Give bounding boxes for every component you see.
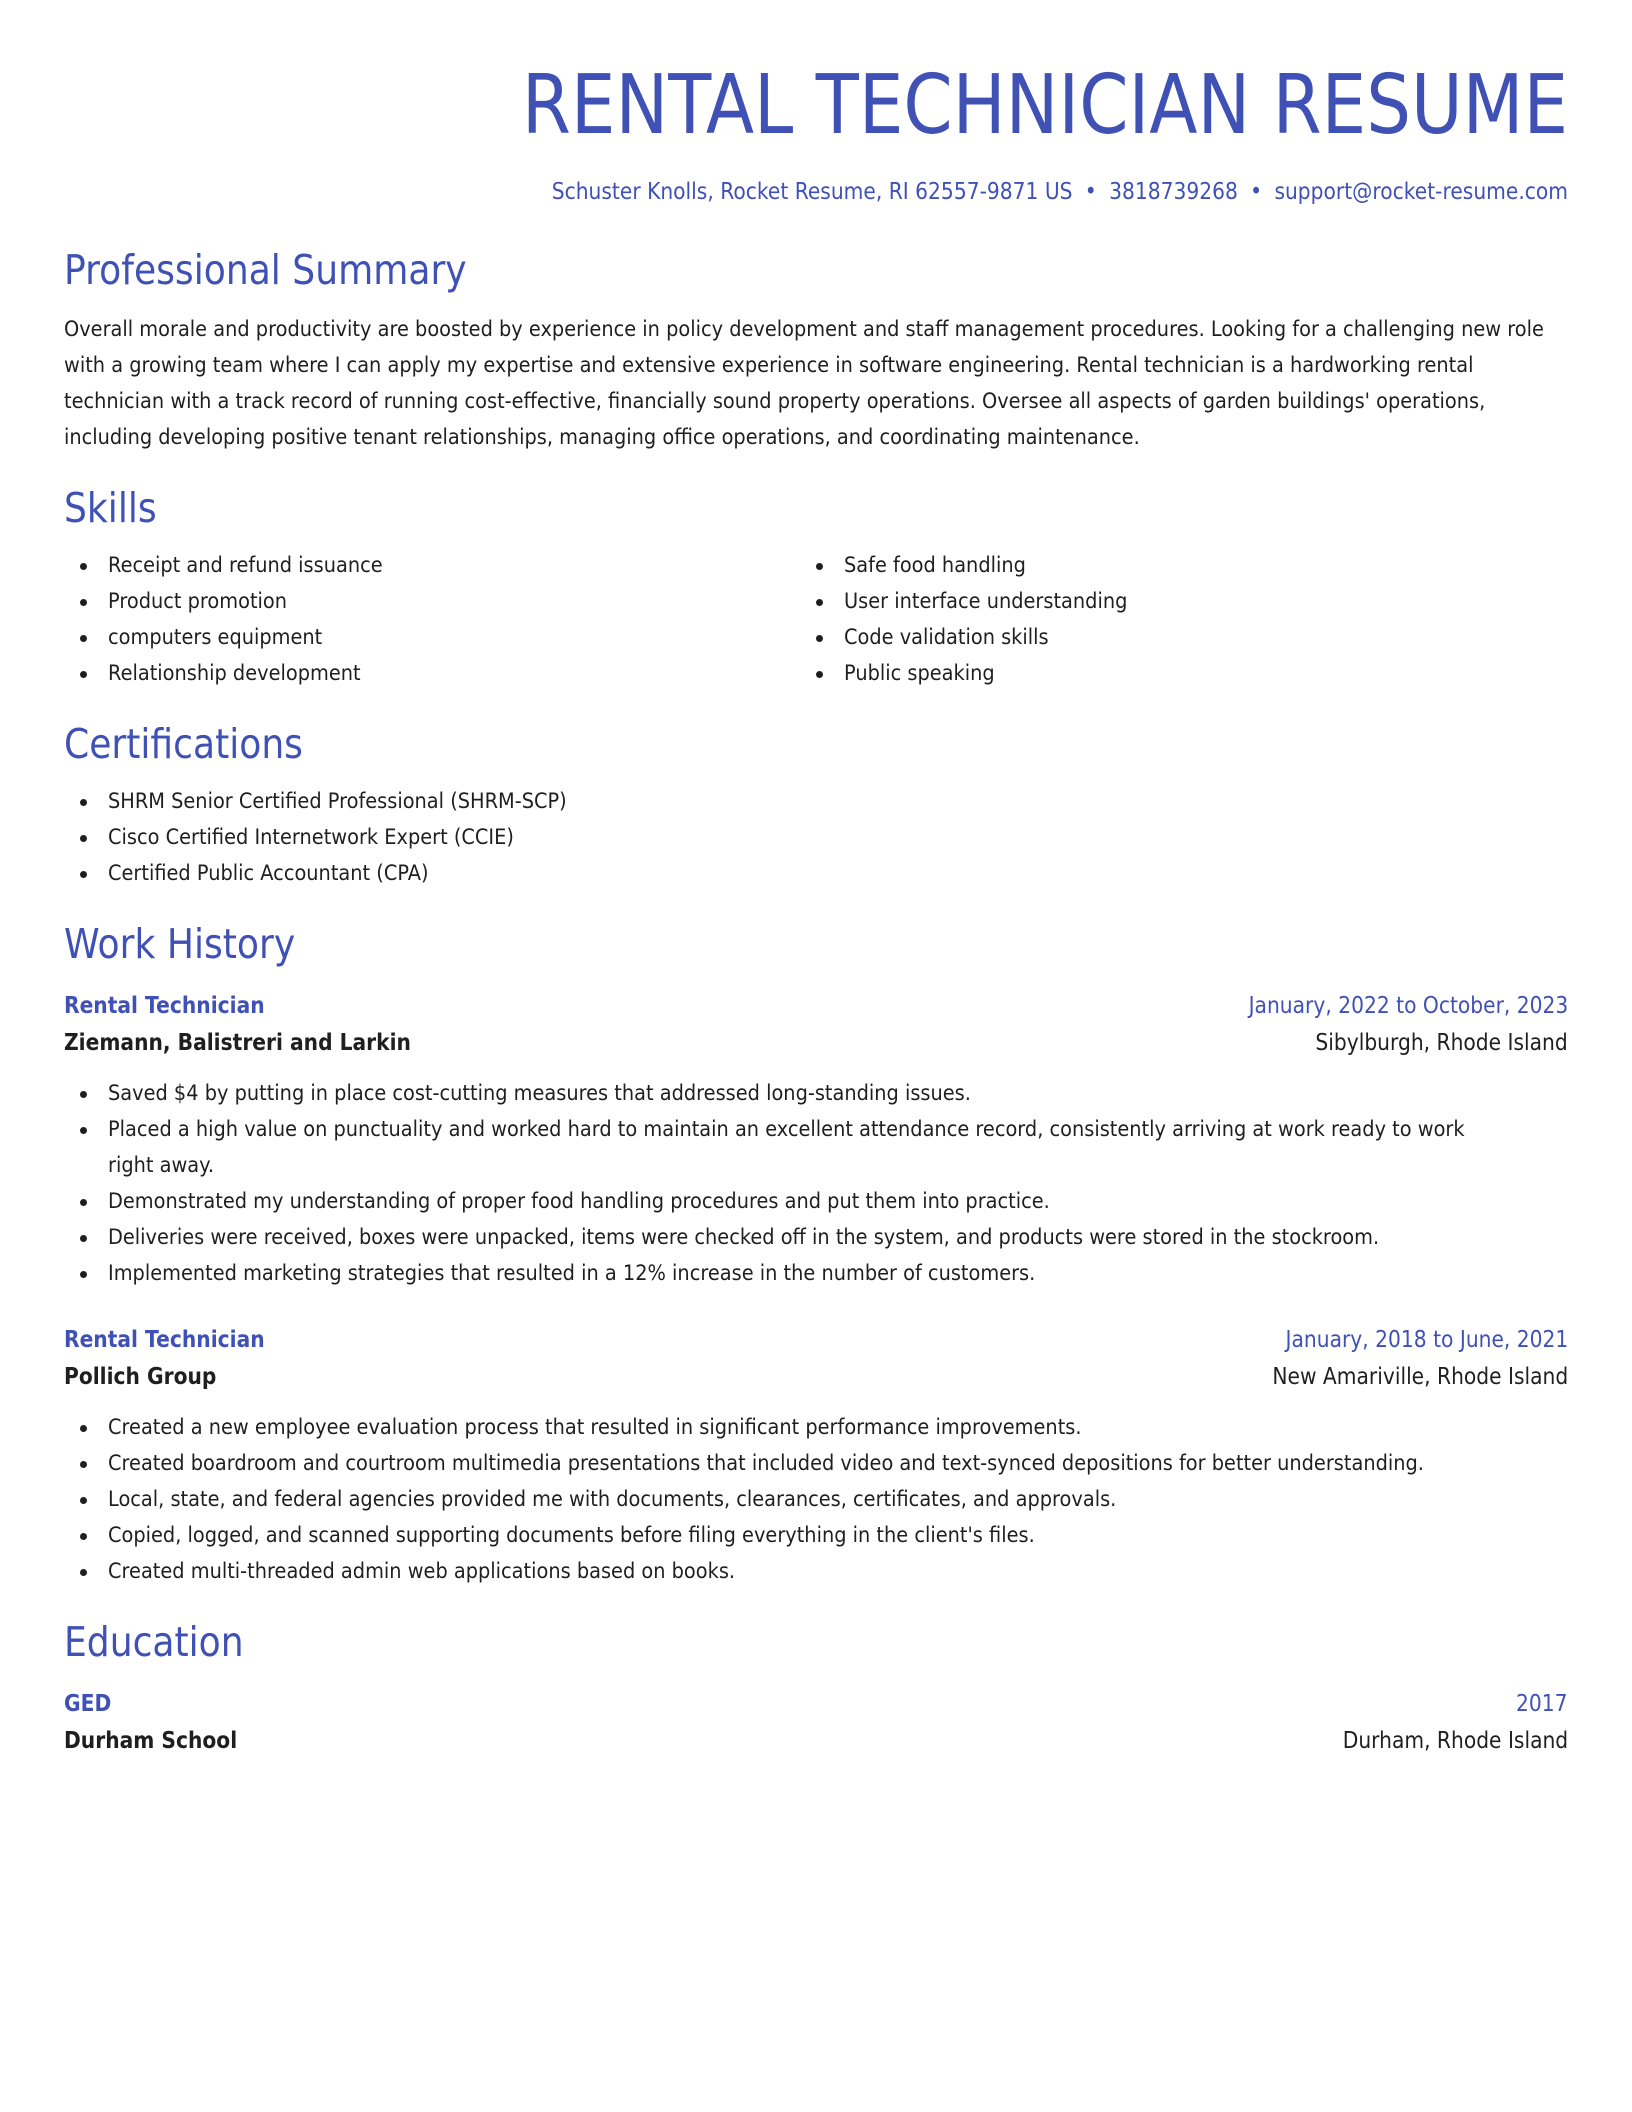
skills-list-left [64, 548, 800, 692]
job-bullet: Implemented marketing strategies that resulted in a 12% increase in the number of customers. [64, 1256, 1568, 1292]
job-bullets [64, 1410, 1568, 1590]
skills-grid [64, 534, 1568, 692]
job-bullet: Created a new employee evaluation process that resulted in significant performance improvements. [64, 1410, 1568, 1446]
job-bullet: Placed a high value on punctuality and worked hard to maintain an excellent attendance record, consistently arriving at work ready to work right away. [64, 1112, 1568, 1184]
summary-heading: Professional Summary [64, 246, 467, 294]
contact-address: Schuster Knolls, Rocket Resume, RI 62557-9871 US [551, 179, 1073, 205]
education-section [64, 1616, 1568, 1760]
job-title: Rental Technician [64, 1327, 265, 1353]
job-bullet: Demonstrated my understanding of proper food handling procedures and put them into practice. [64, 1184, 1568, 1220]
contact-email: support@rocket-resume.com [1274, 179, 1568, 205]
education-year: 2017 [1516, 1691, 1568, 1717]
skill-item: computers equipment [64, 620, 800, 656]
job-entry [64, 988, 1568, 1292]
certification-item: Certified Public Accountant (CPA) [64, 856, 1568, 892]
resume-title: RENTAL TECHNICIAN RESUME [521, 58, 1568, 153]
skill-item: Safe food handling [800, 548, 1536, 584]
skills-list-right [800, 548, 1536, 692]
contact-separator: • [1250, 179, 1263, 205]
certifications-list [64, 784, 1568, 892]
certification-item: SHRM Senior Certified Professional (SHRM-SCP) [64, 784, 1568, 820]
job-bullet: Deliveries were received, boxes were unpacked, items were checked off in the system, and products were stored in the stockroom. [64, 1220, 1568, 1256]
job-bullets [64, 1076, 1568, 1292]
resume-header [64, 0, 1568, 208]
skill-item: Public speaking [800, 656, 1536, 692]
work-history-heading: Work History [64, 920, 296, 968]
work-history-section [64, 918, 1568, 1590]
education-degree: GED [64, 1691, 112, 1717]
summary-section [64, 244, 1568, 456]
education-entry [64, 1686, 1568, 1760]
certifications-heading: Certifications [64, 720, 303, 768]
skill-item: Code validation skills [800, 620, 1536, 656]
summary-text: Overall morale and productivity are boosted by experience in policy development and staff management procedures. Looking for a challenging new role with a growing team where I can apply my expertise and extensive experience in software engineering. Rental technician is a hardworking rental technician with a track record of running cost-effective, financially sound property operations. Oversee all aspects of garden buildings' operations, including developing positive tenant relationships, managing office operations, and coordinating maintenance. [64, 317, 1544, 450]
contact-separator: • [1084, 179, 1097, 205]
job-title: Rental Technician [64, 993, 265, 1019]
education-heading: Education [64, 1618, 244, 1666]
job-company: Pollich Group [64, 1364, 217, 1390]
job-company: Ziemann, Balistreri and Larkin [64, 1030, 411, 1056]
education-school: Durham School [64, 1728, 238, 1754]
contact-phone: 3818739268 [1109, 179, 1238, 205]
job-entry [64, 1322, 1568, 1590]
job-location: New Amariville, Rhode Island [1272, 1364, 1568, 1390]
job-bullet: Saved $4 by putting in place cost-cutting measures that addressed long-standing issues. [64, 1076, 1568, 1112]
certification-item: Cisco Certified Internetwork Expert (CCIE) [64, 820, 1568, 856]
job-dates: January, 2022 to October, 2023 [1248, 993, 1568, 1019]
contact-line [244, 176, 1568, 208]
job-bullet: Local, state, and federal agencies provided me with documents, clearances, certificates, and approvals. [64, 1482, 1568, 1518]
skills-section [64, 482, 1568, 692]
skill-item: Receipt and refund issuance [64, 548, 800, 584]
job-bullet: Created boardroom and courtroom multimedia presentations that included video and text-synced depositions for better understanding. [64, 1446, 1568, 1482]
job-dates: January, 2018 to June, 2021 [1285, 1327, 1568, 1353]
skill-item: User interface understanding [800, 584, 1536, 620]
skill-item: Relationship development [64, 656, 800, 692]
education-location: Durham, Rhode Island [1342, 1728, 1568, 1754]
skill-item: Product promotion [64, 584, 800, 620]
certifications-section [64, 718, 1568, 892]
job-location: Sibylburgh, Rhode Island [1315, 1030, 1568, 1056]
job-bullet: Created multi-threaded admin web applications based on books. [64, 1554, 1568, 1590]
skills-heading: Skills [64, 484, 157, 532]
job-bullet: Copied, logged, and scanned supporting documents before filing everything in the client's files. [64, 1518, 1568, 1554]
